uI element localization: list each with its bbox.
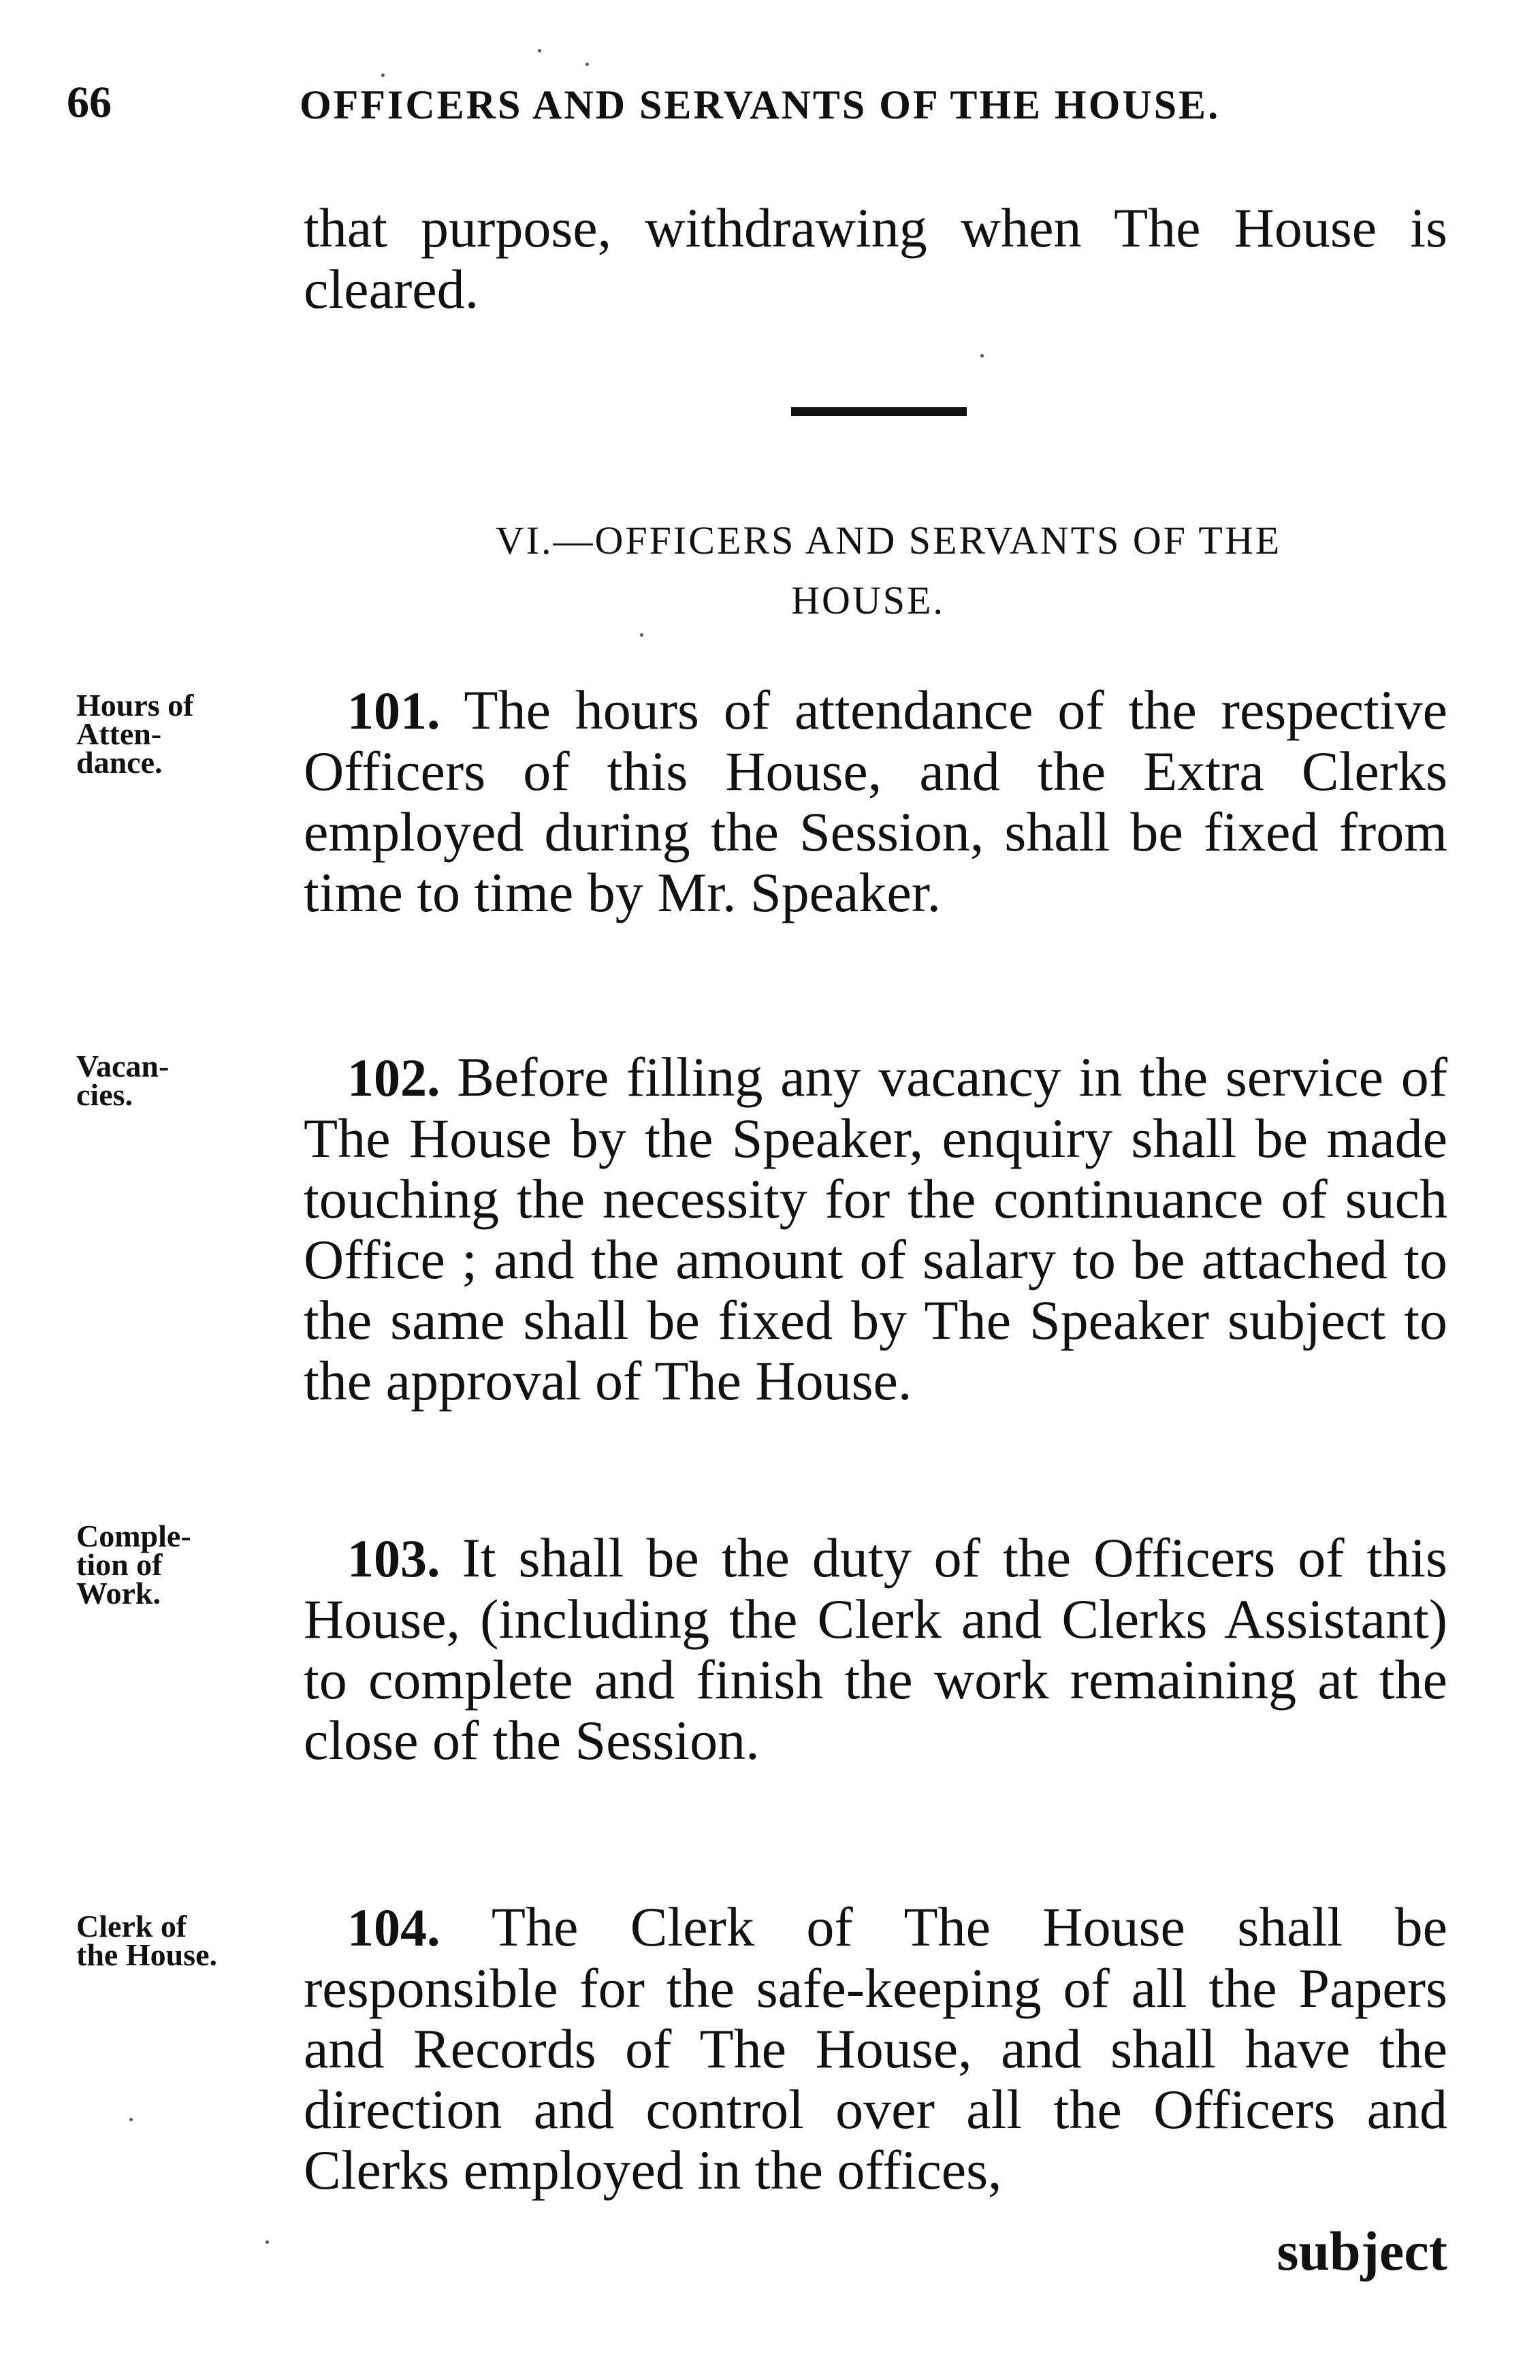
paragraph-text: It shall be the duty of the Officers of this House, (including the Clerk and Clerks Assistant) to complete and finish the work remaining at the close of the Session. bbox=[304, 1527, 1447, 1771]
section-heading-line-2: HOUSE. bbox=[791, 578, 945, 622]
running-title: OFFICERS AND SERVANTS OF THE HOUSE. bbox=[300, 82, 1221, 127]
page-number: 66 bbox=[67, 78, 112, 127]
section-divider-rule bbox=[791, 407, 967, 416]
scan-speck bbox=[381, 74, 385, 77]
paragraph-number: 102. bbox=[347, 1048, 458, 1107]
margin-note-line: dance. bbox=[76, 745, 163, 780]
scan-speck bbox=[585, 63, 589, 66]
margin-note-line: the House. bbox=[76, 1937, 217, 1972]
scan-speck bbox=[538, 49, 541, 52]
section-heading-line-1: VI.—OFFICERS AND SERVANTS OF THE bbox=[495, 518, 1282, 562]
margin-note-completion-of-work bbox=[76, 1519, 280, 1611]
paragraph-text: The Clerk of The House shall be responsible for the safe-keeping of all the Papers and Records of The House, and shall have the direction and control over all the Officers and Clerks employed in the offices, bbox=[304, 1896, 1447, 2201]
paragraph-number: 101. bbox=[347, 681, 464, 740]
paragraph-text: Before filling any vacancy in the service of The House by the Speaker, enquiry shall be made touching the necessity for the continuance of such Office ; and the amount of salary to be attached to the same shall be fixed by The Speaker subject to the approval of The House. bbox=[304, 1046, 1448, 1412]
margin-note-vacancies bbox=[76, 1049, 280, 1112]
margin-note-line: Comple- bbox=[76, 1519, 191, 1553]
margin-note-line: cies. bbox=[76, 1077, 133, 1112]
scan-speck bbox=[266, 2240, 269, 2244]
margin-note-line: Hours of bbox=[76, 688, 194, 723]
margin-note-line: Work. bbox=[76, 1576, 161, 1611]
margin-note-line: tion of bbox=[76, 1547, 163, 1582]
paragraph-102 bbox=[304, 1047, 1447, 1411]
margin-note-line: Atten- bbox=[76, 716, 162, 751]
margin-note-clerk-of-the-house bbox=[76, 1909, 280, 1972]
paragraph-103 bbox=[304, 1527, 1447, 1771]
paragraph-number: 104. bbox=[347, 1898, 492, 1957]
paragraph-101 bbox=[304, 680, 1447, 923]
margin-note-hours-of-attendance bbox=[76, 688, 280, 780]
margin-note-line: Clerk of bbox=[76, 1909, 187, 1943]
section-heading bbox=[340, 511, 1396, 631]
scan-speck bbox=[129, 2118, 133, 2121]
catchword: subject bbox=[1277, 2220, 1447, 2282]
paragraph-text: The hours of attendance of the respective Officers of this House, and the Extra Clerks employed during the Session, shall be fixed from time to time by Mr. Speaker. bbox=[304, 679, 1447, 923]
scan-speck bbox=[980, 354, 984, 358]
scan-speck bbox=[640, 633, 643, 637]
margin-note-line: Vacan- bbox=[76, 1049, 170, 1083]
paragraph-104 bbox=[304, 1897, 1447, 2200]
continuation-text: that purpose, withdrawing when The House is cleared. bbox=[304, 197, 1447, 320]
paragraph-number: 103. bbox=[347, 1529, 462, 1588]
